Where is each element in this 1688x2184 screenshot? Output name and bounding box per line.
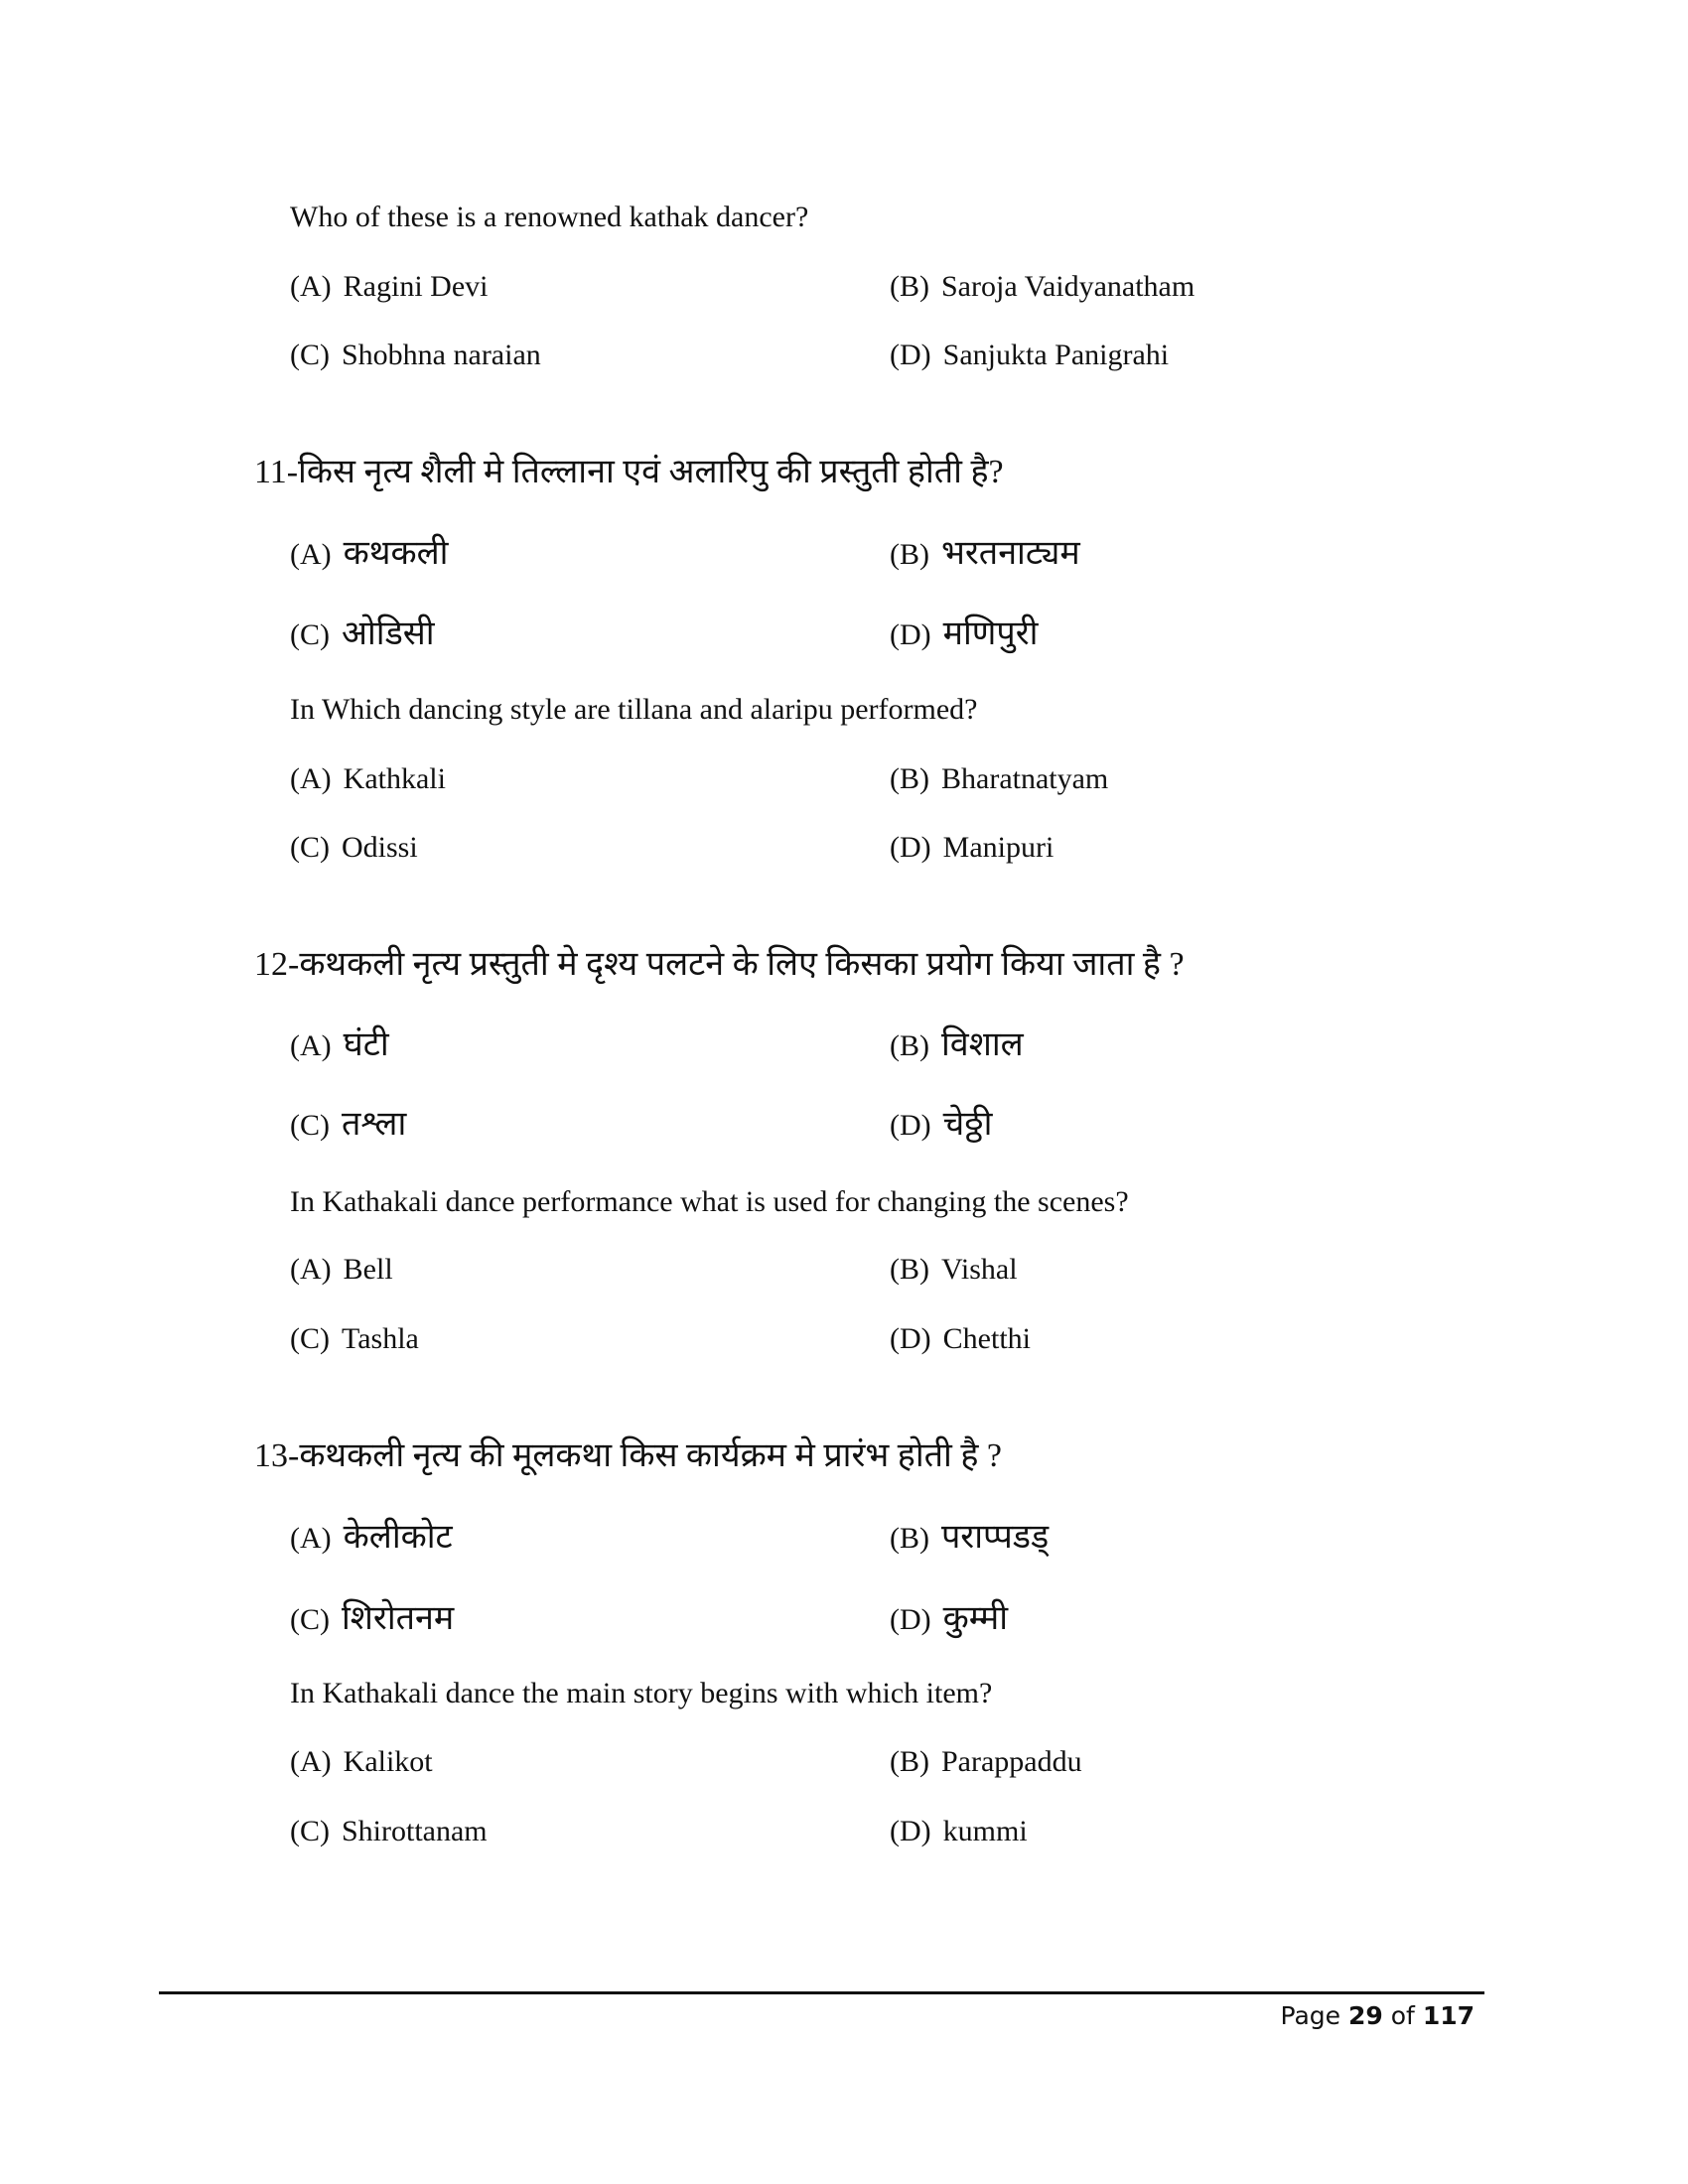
option-label: (A) xyxy=(290,762,332,795)
answer-option xyxy=(290,336,541,375)
answer-option xyxy=(890,336,1169,375)
question-text: 12-कथकली नृत्य प्रस्तुती मे दृश्य पलटने के लिए किसका प्रयोग किया जाता है ? xyxy=(254,946,1185,983)
option-label: (B) xyxy=(890,538,929,571)
answer-option xyxy=(890,1105,992,1145)
option-text: कुम्मी xyxy=(942,1600,1009,1637)
question-text: 13-कथकली नृत्य की मूलकथा किस कार्यक्रम मे प्रारंभ होती है ? xyxy=(254,1437,1002,1474)
option-text: Bell xyxy=(343,1253,393,1286)
answer-option xyxy=(890,828,1054,868)
answer-option xyxy=(290,614,435,654)
answer-option xyxy=(290,1025,389,1065)
question-text: 11-किस नृत्य शैली मे तिल्लाना एवं अलारिपु की प्रस्तुती होती है? xyxy=(254,454,1004,490)
answer-option xyxy=(890,614,1038,654)
option-text: Saroja Vaidyanatham xyxy=(941,270,1196,303)
option-text: मणिपुरी xyxy=(942,615,1039,652)
page-number xyxy=(1281,2001,1475,2030)
option-text: Vishal xyxy=(941,1253,1018,1286)
option-text: Chetthi xyxy=(942,1322,1031,1355)
option-label: (A) xyxy=(290,1522,332,1555)
answer-option xyxy=(890,1812,1028,1851)
total-pages: 117 xyxy=(1422,2001,1475,2030)
option-label: (C) xyxy=(290,1603,330,1636)
option-text: kummi xyxy=(942,1815,1028,1847)
option-text: कथकली xyxy=(343,535,449,572)
option-label: (D) xyxy=(890,1815,931,1847)
answer-option xyxy=(290,1742,433,1782)
question-text: In Kathakali dance the main story begins with which item? xyxy=(290,1677,993,1709)
option-text: केलीकोट xyxy=(343,1519,453,1556)
option-text: Shirottanam xyxy=(342,1815,488,1847)
option-text: विशाल xyxy=(941,1026,1024,1063)
answer-option xyxy=(890,1319,1031,1359)
option-text: Odissi xyxy=(342,831,418,864)
answer-option xyxy=(890,1599,1008,1639)
option-text: घंटी xyxy=(343,1026,389,1063)
option-text: Kathkali xyxy=(343,762,446,795)
answer-option xyxy=(290,1319,419,1359)
answer-option xyxy=(290,759,446,799)
question-text: Who of these is a renowned kathak dancer? xyxy=(290,201,809,233)
option-label: (D) xyxy=(890,831,931,864)
option-label: (D) xyxy=(890,1322,931,1355)
option-label: (A) xyxy=(290,270,332,303)
option-label: (B) xyxy=(890,1253,929,1286)
option-label: (B) xyxy=(890,1522,929,1555)
answer-option xyxy=(290,1599,454,1639)
option-text: Manipuri xyxy=(942,831,1055,864)
answer-option xyxy=(890,1518,1049,1558)
option-label: (C) xyxy=(290,1109,330,1142)
option-label: (B) xyxy=(890,1029,929,1062)
current-page: 29 xyxy=(1348,2001,1383,2030)
option-text: Bharatnatyam xyxy=(941,762,1109,795)
option-text: Sanjukta Panigrahi xyxy=(942,339,1170,371)
option-label: (B) xyxy=(890,270,929,303)
page-word: Page xyxy=(1280,2001,1341,2030)
option-label: (B) xyxy=(890,762,929,795)
option-label: (A) xyxy=(290,1029,332,1062)
option-label: (D) xyxy=(890,339,931,371)
option-label: (C) xyxy=(290,339,330,371)
option-text: Kalikot xyxy=(343,1745,433,1778)
question-text: In Kathakali dance performance what is used for changing the scenes? xyxy=(290,1185,1129,1218)
option-label: (C) xyxy=(290,618,330,651)
of-word: of xyxy=(1390,2001,1415,2030)
answer-option xyxy=(890,534,1080,574)
option-text: Shobhna naraian xyxy=(342,339,541,371)
option-text: पराप्पडड् xyxy=(941,1519,1050,1556)
option-label: (C) xyxy=(290,1815,330,1847)
answer-option xyxy=(290,534,448,574)
option-label: (D) xyxy=(890,1603,931,1636)
option-text: Parappaddu xyxy=(941,1745,1082,1778)
option-label: (B) xyxy=(890,1745,929,1778)
answer-option xyxy=(890,1025,1024,1065)
option-text: तश्ला xyxy=(342,1106,407,1143)
option-label: (A) xyxy=(290,1253,332,1286)
answer-option xyxy=(290,1812,488,1851)
option-label: (A) xyxy=(290,1745,332,1778)
answer-option xyxy=(290,267,488,307)
option-label: (D) xyxy=(890,618,931,651)
answer-option xyxy=(290,1518,453,1558)
option-text: Ragini Devi xyxy=(343,270,489,303)
answer-option xyxy=(890,267,1195,307)
option-text: ओडिसी xyxy=(342,615,435,652)
answer-option xyxy=(290,828,418,868)
answer-option xyxy=(890,759,1108,799)
option-label: (A) xyxy=(290,538,332,571)
option-text: शिरोतनम xyxy=(342,1600,455,1637)
option-label: (D) xyxy=(890,1109,931,1142)
option-label: (C) xyxy=(290,1322,330,1355)
answer-option xyxy=(290,1250,393,1290)
footer-rule xyxy=(159,1991,1484,1994)
answer-option xyxy=(890,1742,1082,1782)
answer-option xyxy=(890,1250,1018,1290)
option-text: चेठ्ठी xyxy=(942,1106,993,1143)
option-label: (C) xyxy=(290,831,330,864)
answer-option xyxy=(290,1105,406,1145)
option-text: Tashla xyxy=(342,1322,419,1355)
question-text: In Which dancing style are tillana and alaripu performed? xyxy=(290,693,978,726)
option-text: भरतनाट्यम xyxy=(941,535,1080,572)
